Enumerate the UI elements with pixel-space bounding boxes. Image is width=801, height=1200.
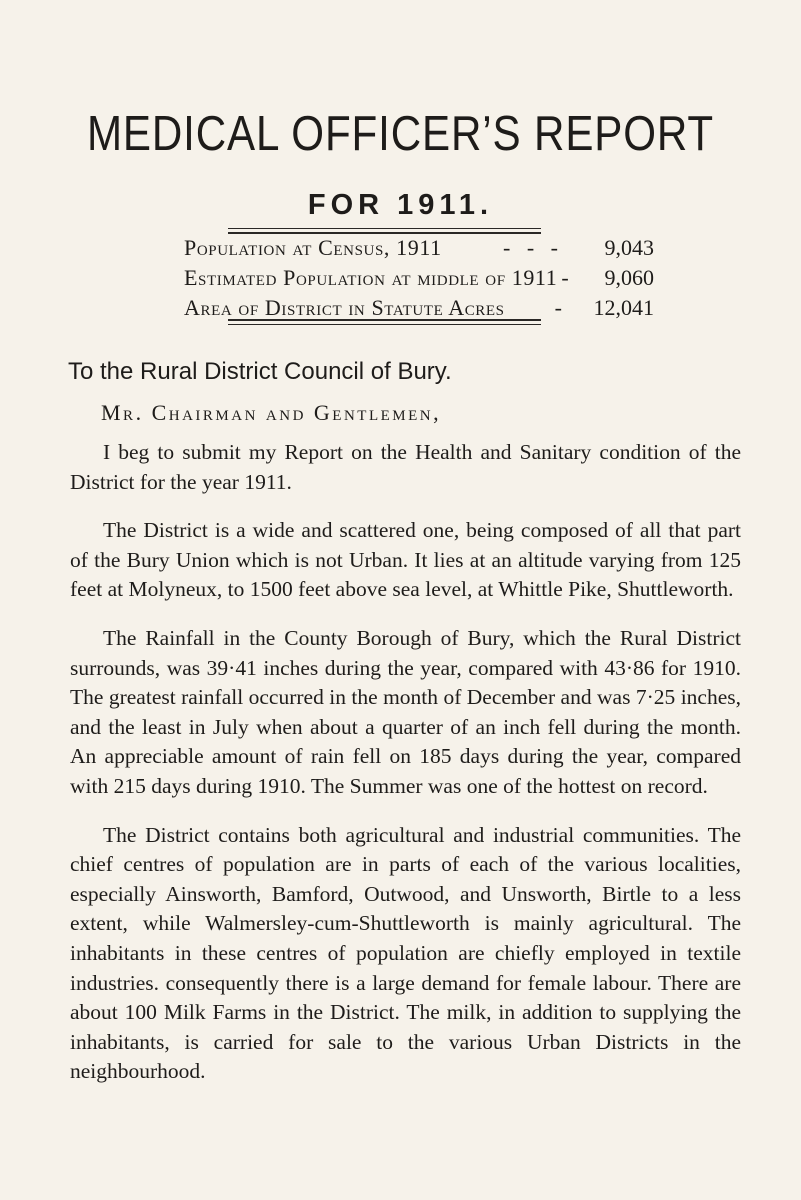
top-rule-thin bbox=[228, 228, 541, 229]
stat-label: Area of District in Statute Acres bbox=[184, 295, 505, 320]
addressee-line: To the Rural District Council of Bury. bbox=[68, 358, 452, 385]
paragraph-submission: I beg to submit my Report on the Health and Sanitary condition of the District for the year 1911. bbox=[70, 440, 741, 494]
report-subtitle: FOR 1911. bbox=[307, 189, 494, 221]
stat-dashes: - bbox=[554, 295, 562, 320]
paragraph-district-description: The District is a wide and scattered one, being composed of all that part of the Bury Union which is not Urban. It lies at an altitude varying from 125 feet at Molyneux, to 1500 feet above sea level, at Whittle Pike, Shuttleworth. bbox=[70, 518, 741, 602]
stat-value: 9,060 bbox=[604, 265, 654, 290]
report-title: MEDICAL OFFICER’S REPORT bbox=[86, 107, 715, 161]
stat-value: 9,043 bbox=[604, 235, 654, 260]
stat-label: Population at Census, 1911 bbox=[184, 235, 442, 260]
paragraph-communities: The District contains both agricultural and industrial communities. The chief centres of population are in parts of each of the various localities, especially Ainsworth, Bamford, Outwood, and Unsworth, Birtle to a less extent, while Walmersley-cum-Shuttleworth is mainly agricultural. The inhabitants in these centres of population are chiefly employed in textile industries. consequently there is a large demand for female labour. There are about 100 Milk Farms in the District. The milk, in addition to supplying the inhabitants, is carried for sale to the various Urban Districts in the neighbourhood. bbox=[70, 822, 741, 1084]
statistics-table bbox=[184, 233, 654, 323]
report-body bbox=[70, 438, 741, 1106]
stat-row-estimated-population bbox=[184, 263, 654, 293]
salutation-line: Mr. Chairman and Gentlemen, bbox=[101, 400, 442, 425]
stat-row-census-population bbox=[184, 233, 654, 263]
stat-label: Estimated Population at middle of 1911 bbox=[184, 265, 558, 290]
stat-value: 12,041 bbox=[593, 295, 654, 320]
stat-dashes: - - - bbox=[503, 235, 558, 260]
bottom-rule-thin bbox=[228, 324, 541, 325]
paragraph-rainfall: The Rainfall in the County Borough of Bury, which the Rural District surrounds, was 39·41 inches during the year, compared with 43·86 for 1910. The greatest rainfall occurred in the month of December and was 7·25 inches, and the least in July when about a quarter of an inch fell during the month. An appreciable amount of rain fell on 185 days during the year, compared with 215 days during 1910. The Summer was one of the hottest on record. bbox=[70, 625, 741, 798]
stat-dashes: - bbox=[561, 265, 569, 290]
bottom-rule-thick bbox=[228, 319, 541, 321]
